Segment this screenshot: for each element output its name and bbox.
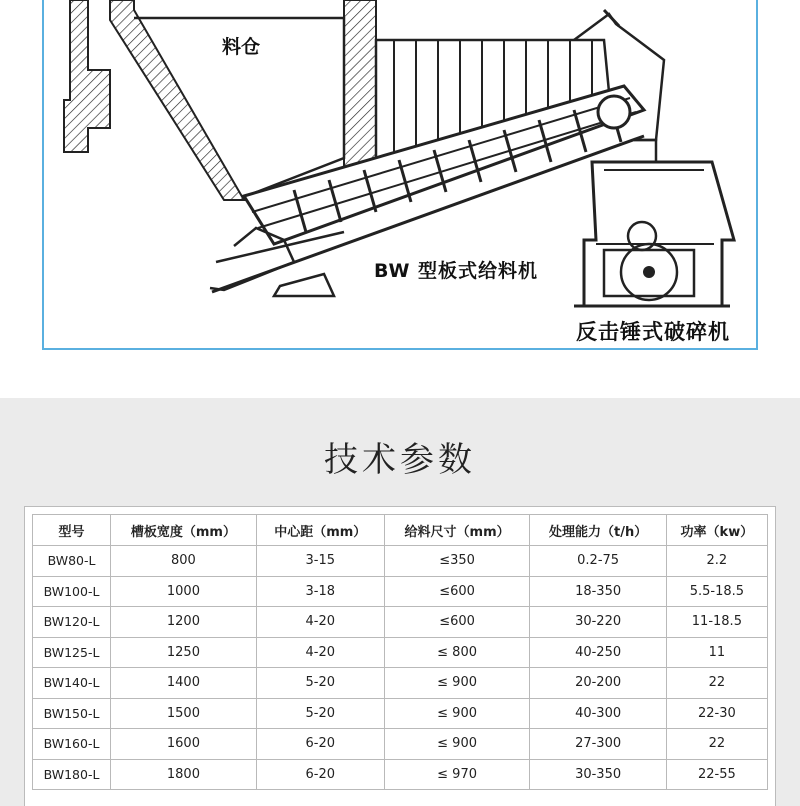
- cell: 5-20: [256, 698, 384, 729]
- cell: BW80-L: [33, 546, 111, 577]
- cell: ≤ 970: [384, 759, 530, 790]
- header-model: 型号: [33, 515, 111, 546]
- cell: ≤350: [384, 546, 530, 577]
- cell: ≤ 800: [384, 637, 530, 668]
- cell: 800: [111, 546, 257, 577]
- crusher-label: 反击锤式破碎机: [576, 320, 730, 344]
- cell: 1400: [111, 668, 257, 699]
- cell: 22: [666, 729, 767, 760]
- cell: 1800: [111, 759, 257, 790]
- cell: BW120-L: [33, 607, 111, 638]
- cell: 1500: [111, 698, 257, 729]
- cell: 4-20: [256, 607, 384, 638]
- cell: BW140-L: [33, 668, 111, 699]
- cell: 40-250: [530, 637, 666, 668]
- cell: 4-20: [256, 637, 384, 668]
- cell: BW125-L: [33, 637, 111, 668]
- cell: 5-20: [256, 668, 384, 699]
- table-row: [33, 729, 768, 760]
- left-wall: [64, 0, 110, 152]
- cell: 22: [666, 668, 767, 699]
- cell: BW100-L: [33, 576, 111, 607]
- cell: ≤600: [384, 576, 530, 607]
- header-feed-size: 给料尺寸（mm）: [384, 515, 530, 546]
- feeder-label: BW 型板式给料机: [374, 260, 539, 282]
- cell: 18-350: [530, 576, 666, 607]
- bin-label: 料仓: [222, 36, 261, 58]
- cell: BW160-L: [33, 729, 111, 760]
- table-row: [33, 546, 768, 577]
- cell: 6-20: [256, 729, 384, 760]
- cell: 1000: [111, 576, 257, 607]
- table-row: [33, 759, 768, 790]
- bin-wall-right: [344, 0, 376, 170]
- cell: ≤ 900: [384, 668, 530, 699]
- cell: 30-350: [530, 759, 666, 790]
- cell: BW150-L: [33, 698, 111, 729]
- cell: BW180-L: [33, 759, 111, 790]
- cell: 1600: [111, 729, 257, 760]
- header-power: 功率（kw）: [666, 515, 767, 546]
- table-row: [33, 668, 768, 699]
- cell: 0.2-75: [530, 546, 666, 577]
- cell: ≤ 900: [384, 698, 530, 729]
- cell: 1250: [111, 637, 257, 668]
- table-row: [33, 607, 768, 638]
- cell: 3-15: [256, 546, 384, 577]
- spec-table-card: [24, 506, 776, 806]
- table-row: [33, 576, 768, 607]
- section-title: 技术参数: [324, 440, 476, 480]
- cell: 1200: [111, 607, 257, 638]
- cell: 11: [666, 637, 767, 668]
- diagram-drawing: [44, 0, 758, 350]
- cell: 30-220: [530, 607, 666, 638]
- cell: 3-18: [256, 576, 384, 607]
- table-header-row: [33, 515, 768, 546]
- header-center-distance: 中心距（mm）: [256, 515, 384, 546]
- bin-wall-left: [110, 0, 244, 200]
- spec-table: [32, 514, 768, 790]
- cell: 6-20: [256, 759, 384, 790]
- cell: ≤ 900: [384, 729, 530, 760]
- cell: 27-300: [530, 729, 666, 760]
- table-row: [33, 698, 768, 729]
- cell: 22-55: [666, 759, 767, 790]
- cell: 20-200: [530, 668, 666, 699]
- table-row: [33, 637, 768, 668]
- equipment-diagram: [42, 0, 758, 350]
- cell: 11-18.5: [666, 607, 767, 638]
- cell: 5.5-18.5: [666, 576, 767, 607]
- crusher-body: [584, 162, 734, 306]
- header-capacity: 处理能力（t/h）: [530, 515, 666, 546]
- cell: 2.2: [666, 546, 767, 577]
- cell: 22-30: [666, 698, 767, 729]
- header-width: 槽板宽度（mm）: [111, 515, 257, 546]
- cell: ≤600: [384, 607, 530, 638]
- diagram-section: [0, 0, 800, 398]
- cell: 40-300: [530, 698, 666, 729]
